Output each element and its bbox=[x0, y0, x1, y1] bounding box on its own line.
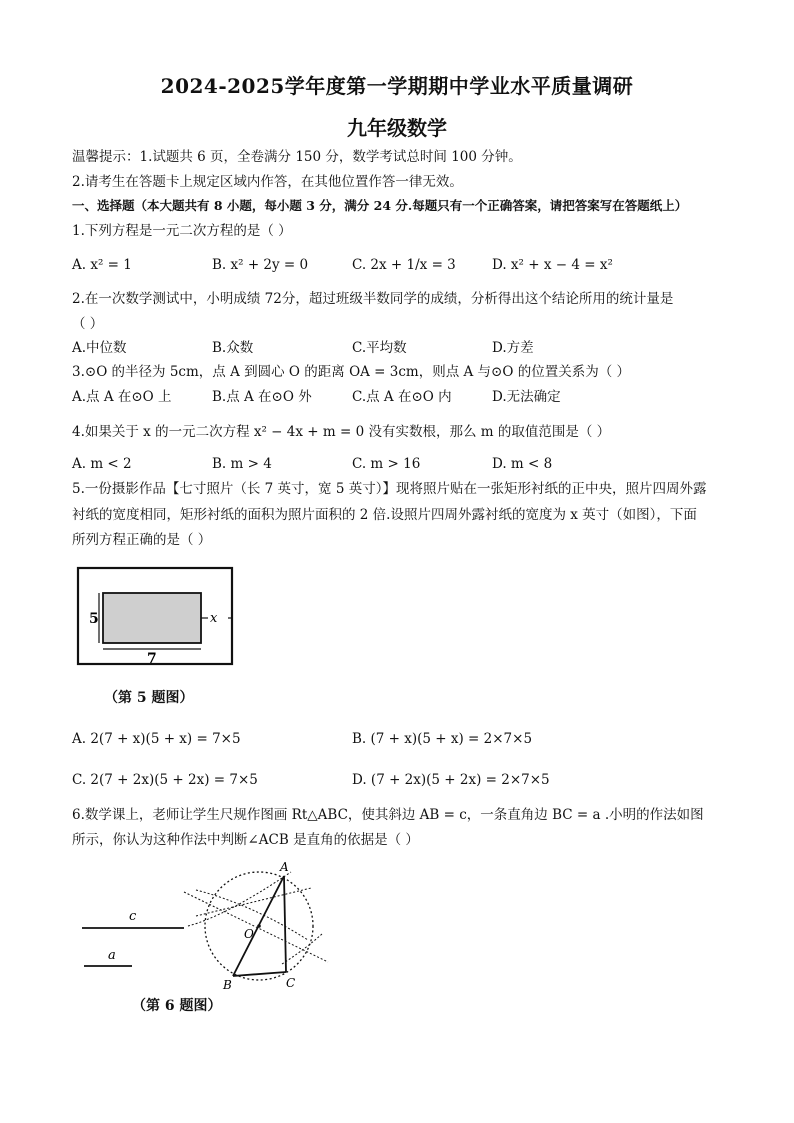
exam-title: 2024-2025学年度第一学期期中学业水平质量调研 bbox=[160, 74, 634, 98]
figure-5-label-x: x bbox=[210, 611, 218, 626]
question-1-option-b: B. x² + 2y = 0 bbox=[212, 257, 309, 273]
question-1-option-d: D. x² + x − 4 = x² bbox=[492, 257, 613, 273]
question-2-stem-cont: （ ） bbox=[72, 316, 104, 332]
question-6-figure bbox=[76, 852, 346, 992]
question-4-option-a: A. m < 2 bbox=[72, 456, 132, 472]
figure-5-label-height: 5 bbox=[89, 611, 99, 627]
figure-6-label-A: A bbox=[280, 860, 289, 874]
question-5-stem-cont-2: 所列方程正确的是（ ） bbox=[72, 532, 212, 548]
question-6-stem: 6.数学课上，老师让学生尺规作图画 Rt△ABC，使其斜边 AB = c，一条直角边 BC = a .小明的作法如图 bbox=[72, 807, 704, 823]
question-5-option-d: D. (7 + 2x)(5 + 2x) = 2×7×5 bbox=[352, 772, 550, 788]
question-5-option-c: C. 2(7 + 2x)(5 + 2x) = 7×5 bbox=[72, 772, 258, 788]
notice-line-2: 2.请考生在答题卡上规定区域内作答，在其他位置作答一律无效。 bbox=[72, 174, 463, 190]
figure-6-label-C: C bbox=[286, 976, 296, 990]
figure-6-label-O: O bbox=[244, 927, 254, 941]
photo-rect bbox=[103, 593, 201, 643]
figure-6-label-a: a bbox=[108, 948, 116, 963]
question-2-option-d: D.方差 bbox=[492, 340, 534, 356]
question-2-stem: 2.在一次数学测试中，小明成绩 72分，超过班级半数同学的成绩，分析得出这个结论所用的统计量是 bbox=[72, 291, 674, 307]
figure-6-label-B: B bbox=[223, 978, 232, 992]
question-2-option-b: B.众数 bbox=[212, 340, 254, 356]
question-3-option-d: D.无法确定 bbox=[492, 389, 561, 405]
figure-6-label-c: c bbox=[129, 909, 137, 924]
question-6-figure-caption: （第 6 题图） bbox=[132, 998, 222, 1014]
question-1-option-c: C. 2x + 1/x = 3 bbox=[352, 257, 456, 273]
question-5-option-b: B. (7 + x)(5 + x) = 2×7×5 bbox=[352, 731, 533, 747]
figure-5-label-width: 7 bbox=[147, 651, 157, 667]
center-point-o bbox=[257, 924, 261, 928]
question-2-option-c: C.平均数 bbox=[352, 340, 407, 356]
question-1-option-a: A. x² = 1 bbox=[72, 257, 132, 273]
construction-arc-2 bbox=[188, 872, 291, 926]
question-4-option-c: C. m > 16 bbox=[352, 456, 421, 472]
exam-subject: 九年级数学 bbox=[347, 116, 447, 140]
question-5-stem-cont: 衬纸的宽度相同，矩形衬纸的面积为照片面积的 2 倍.设照片四周外露衬纸的宽度为 x 英寸（如图），下面 bbox=[72, 507, 697, 523]
side-ac bbox=[284, 876, 286, 972]
section-heading: 一、选择题（本大题共有 8 小题，每小题 3 分，满分 24 分.每题只有一个正确答案，请把答案写在答题纸上） bbox=[72, 198, 688, 213]
question-3-stem: 3.⊙O 的半径为 5cm，点 A 到圆心 O 的距离 OA = 3cm，则点 A 与⊙O 的位置关系为（ ） bbox=[72, 364, 631, 380]
construction-line-2 bbox=[196, 888, 311, 916]
question-5-figure-caption: （第 5 题图） bbox=[104, 690, 194, 706]
question-1-stem: 1.下列方程是一元二次方程的是（ ） bbox=[72, 223, 292, 239]
question-5-option-a: A. 2(7 + x)(5 + x) = 7×5 bbox=[72, 731, 241, 747]
question-5-figure bbox=[76, 566, 236, 668]
question-4-option-d: D. m < 8 bbox=[492, 456, 553, 472]
construction-arc-3 bbox=[282, 934, 322, 964]
question-6-stem-cont: 所示，你认为这种作法中判断∠ACB 是直角的依据是（ ） bbox=[72, 832, 419, 848]
question-4-option-b: B. m > 4 bbox=[212, 456, 272, 472]
question-3-option-a: A.点 A 在⊙O 上 bbox=[72, 389, 172, 405]
question-3-option-b: B.点 A 在⊙O 外 bbox=[212, 389, 312, 405]
question-5-stem: 5.一份摄影作品【七寸照片（长 7 英寸，宽 5 英寸）】现将照片贴在一张矩形衬纸的正中央，照片四周外露 bbox=[72, 481, 707, 497]
question-2-option-a: A.中位数 bbox=[72, 340, 127, 356]
side-bc bbox=[233, 972, 286, 976]
notice-line-1: 温馨提示：1.试题共 6 页，全卷满分 150 分，数学考试总时间 100 分钟。 bbox=[72, 149, 522, 165]
question-4-stem: 4.如果关于 x 的一元二次方程 x² − 4x + m = 0 没有实数根，那么 m 的取值范围是（ ） bbox=[72, 424, 611, 440]
question-3-option-c: C.点 A 在⊙O 内 bbox=[352, 389, 452, 405]
